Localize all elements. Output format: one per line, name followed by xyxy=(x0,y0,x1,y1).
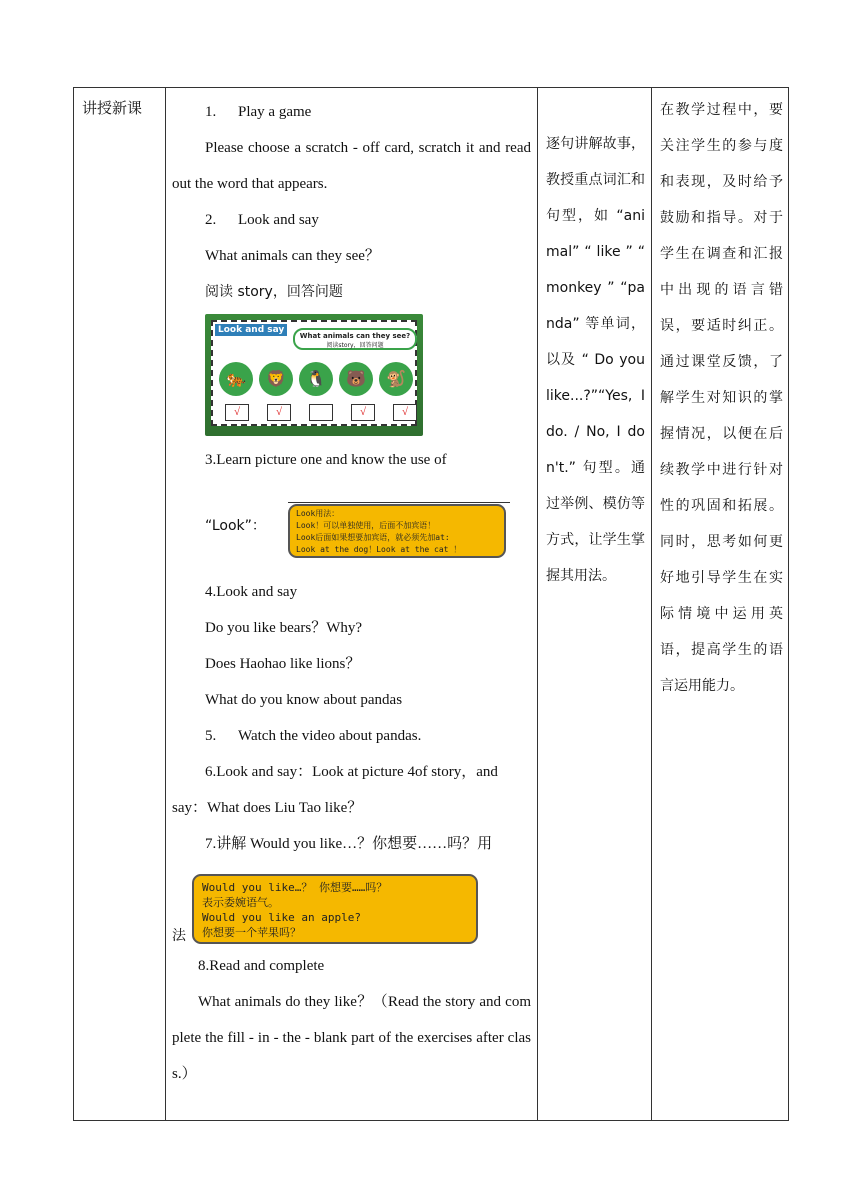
section-label-cell xyxy=(74,88,165,1120)
step-8-desc: What animals do they like？（Read the story and complete the fill - in - the - blank part of the exercises after class.） xyxy=(172,994,531,1082)
story-image-banner: What animals can they see? 阅读story，回答问题 xyxy=(293,328,417,350)
look-usage-row xyxy=(172,478,531,574)
procedure-cell xyxy=(166,88,537,1120)
step-1-title: 1. Play a game xyxy=(205,104,312,120)
look-label: “Look”： xyxy=(205,518,266,534)
step-7-line: 7.讲解 Would you like…？你想要……吗？用 xyxy=(205,836,493,852)
teacher-activity-cell xyxy=(538,88,651,1120)
section-label: 讲授新课 xyxy=(82,99,143,117)
step-1-desc: Please choose a scratch - off card, scratch it and read out the word that appears. xyxy=(172,140,531,192)
penguin-icon: 🐧 xyxy=(299,362,333,396)
would-usage-callout: Would you like…？ 你想要……吗？ 表示委婉语气。 Would you like an apple? 你想要一个苹果吗？ xyxy=(192,874,478,944)
bear-icon: 🐻 xyxy=(339,362,373,396)
check-box: √ xyxy=(225,404,249,421)
step-4-q2: Does Haohao like lions？ xyxy=(205,656,361,672)
step-2-question: What animals can they see？ xyxy=(205,248,380,264)
step-4-title: 4.Look and say xyxy=(205,584,298,600)
step-5-title: 5. Watch the video about pandas. xyxy=(205,728,422,744)
step-7-fa: 法 xyxy=(172,928,186,944)
step-8-title: 8.Read and complete xyxy=(198,958,325,974)
look-usage-callout: Look用法： Look！可以单独使用，后面不加宾语！ Look后面如果想要加宾语，就必须先加at: Look at the dog！Look at the cat ！ xyxy=(288,504,506,558)
tiger-icon: 🐅 xyxy=(219,362,253,396)
check-box: √ xyxy=(393,404,417,421)
lesson-table xyxy=(73,87,789,1121)
step-2-read: 阅读 story，回答问题 xyxy=(205,284,343,300)
check-box: √ xyxy=(267,404,291,421)
story-image-title: Look and say xyxy=(215,324,287,336)
step-6-line2: say：What does Liu Tao like？ xyxy=(172,800,363,816)
step-6-line1: 6.Look and say：Look at picture 4of story，and xyxy=(205,764,498,780)
teacher-activity-text: 逐句讲解故事，教授重点词汇和句型，如 “animal” “ like ” “ monkey ” “panda” 等单词，以及 “ Do you like...?”“Yes, I do. / No, I don't.” 句型。通过举例、模仿等方式，让学生掌握其用法。 xyxy=(546,136,645,584)
lion-icon: 🦁 xyxy=(259,362,293,396)
check-box: √ xyxy=(351,404,375,421)
animal-icons xyxy=(219,362,413,396)
answer-boxes xyxy=(225,404,417,421)
step-4-q3: What do you know about pandas xyxy=(205,692,403,708)
would-usage-row xyxy=(172,862,531,948)
monkey-icon: 🐒 xyxy=(379,362,413,396)
step-3-title: 3.Learn picture one and know the use of xyxy=(205,452,447,468)
design-intent-cell xyxy=(652,88,789,1120)
check-box xyxy=(309,404,333,421)
step-2-title: 2. Look and say xyxy=(205,212,319,228)
step-4-q1: Do you like bears？Why? xyxy=(205,620,363,636)
story-image xyxy=(205,314,423,436)
design-intent-text: 在教学过程中，要关注学生的参与度和表现，及时给予鼓励和指导。对于学生在调查和汇报中出现的语言错误，要适时纠正。通过课堂反馈，了解学生对知识的掌握情况，以便在后续教学中进行针对性的巩固和拓展。同时，思考如何更好地引导学生在实际情境中运用英语，提高学生的语言运用能力。 xyxy=(660,102,783,694)
